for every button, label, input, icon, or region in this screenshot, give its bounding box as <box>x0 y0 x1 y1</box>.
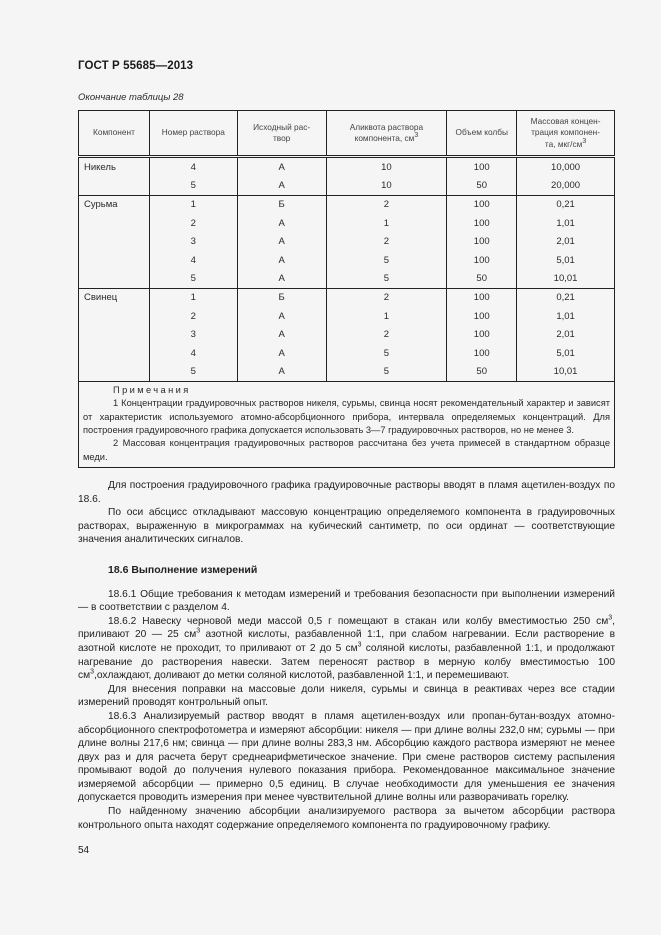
superscript: 3 <box>90 668 95 676</box>
cell-mass-concentration: 10,01 <box>517 269 615 288</box>
paragraph-control-experiment: Для внесения поправки на массовые доли никеля, сурьмы и свинца в реактивах через все стадии измерений проводят контрольный опыт. <box>78 683 615 709</box>
cell-source-solution: Б <box>237 195 326 214</box>
superscript: 3 <box>582 137 587 145</box>
col-label: Исходный рас- твор <box>253 121 311 143</box>
cell-aliquot: 10 <box>326 157 447 177</box>
cell-aliquot: 1 <box>326 214 447 232</box>
text-segment: ,охлаждают, доливают до метки соляной кислотой, разбавленной 1:1, и перемешивают. <box>94 670 510 682</box>
cell-mass-concentration: 5,01 <box>517 344 615 362</box>
cell-aliquot: 2 <box>326 233 447 251</box>
cell-aliquot: 2 <box>326 288 447 307</box>
table-row <box>79 251 615 269</box>
calibration-solutions-table <box>78 110 615 468</box>
cell-aliquot: 5 <box>326 251 447 269</box>
table-header-row <box>79 111 615 157</box>
cell-flask-volume: 100 <box>447 344 517 362</box>
cell-mass-concentration: 2,01 <box>517 233 615 251</box>
cell-flask-volume: 100 <box>447 233 517 251</box>
cell-flask-volume: 100 <box>447 195 517 214</box>
cell-source-solution: Б <box>237 288 326 307</box>
table-row <box>79 233 615 251</box>
cell-mass-concentration: 2,01 <box>517 326 615 344</box>
cell-aliquot: 2 <box>326 195 447 214</box>
notes-title: Примечания <box>113 384 191 395</box>
cell-mass-concentration: 1,01 <box>517 307 615 325</box>
text-segment: азотной кислоты, разбавленной 1:1, при слабом нагревании. Если растворение в азотной кислоте не проходит, то приливают от 2 до 5 см <box>78 629 615 654</box>
cell-flask-volume: 100 <box>447 307 517 325</box>
table-row <box>79 269 615 288</box>
text-segment: 18.6.2 Навеску черновой меди массой 0,5 г помещают в стакан или колбу вместимостью 250 см <box>108 615 609 627</box>
page-number: 54 <box>78 845 90 856</box>
col-label: Компонент <box>93 127 135 138</box>
cell-source-solution: А <box>237 176 326 195</box>
notes-row <box>79 381 615 467</box>
cell-aliquot: 1 <box>326 307 447 325</box>
cell-mass-concentration: 0,21 <box>517 288 615 307</box>
col-header-solution-number <box>149 111 237 157</box>
cell-component <box>79 233 150 251</box>
table-row <box>79 195 615 214</box>
cell-component <box>79 214 150 232</box>
cell-source-solution: А <box>237 344 326 362</box>
paragraph-18-6-1: 18.6.1 Общие требования к методам измерений и требования безопасности при выполнении измерений — в соответствии с разделом 4. <box>78 588 615 614</box>
table-row <box>79 176 615 195</box>
col-label: Номер раствора <box>161 127 225 138</box>
cell-mass-concentration: 1,01 <box>517 214 615 232</box>
cell-source-solution: А <box>237 269 326 288</box>
cell-source-solution: А <box>237 157 326 177</box>
cell-solution-number: 4 <box>149 344 237 362</box>
cell-component <box>79 251 150 269</box>
cell-component <box>79 326 150 344</box>
superscript: 3 <box>414 132 419 140</box>
col-label: Объем колбы <box>455 127 508 138</box>
text-segment: соляной кислоты, разбавленной 1:1, и продолжают нагревание до растворения навески. Затем переносят раствор в мерную колбу вместимостью 100 см <box>78 642 616 682</box>
cell-flask-volume: 100 <box>447 288 517 307</box>
cell-mass-concentration: 10,01 <box>517 362 615 381</box>
cell-flask-volume: 50 <box>447 176 517 195</box>
cell-aliquot: 5 <box>326 362 447 381</box>
cell-flask-volume: 100 <box>447 214 517 232</box>
cell-solution-number: 2 <box>149 307 237 325</box>
cell-solution-number: 3 <box>149 233 237 251</box>
cell-solution-number: 3 <box>149 326 237 344</box>
cell-source-solution: А <box>237 214 326 232</box>
section-heading-18-6: 18.6 Выполнение измерений <box>108 563 258 576</box>
cell-source-solution: А <box>237 233 326 251</box>
cell-solution-number: 5 <box>149 176 237 195</box>
table-row <box>79 214 615 232</box>
col-label: Массовая концен- трация компонен- та, мкг/см <box>530 116 601 149</box>
cell-component <box>79 176 150 195</box>
table-row <box>79 362 615 381</box>
paragraph-axes: По оси абсцисс откладывают массовую концентрацию определяемого компонента в градуировочных растворах, выраженную в микрограммах на кубический сантиметр, по оси ординат — соответствующие значения аналитических сигналов. <box>78 507 615 546</box>
cell-solution-number: 4 <box>149 157 237 177</box>
cell-component <box>79 344 150 362</box>
cell-solution-number: 4 <box>149 251 237 269</box>
cell-source-solution: А <box>237 251 326 269</box>
table-notes <box>79 381 615 467</box>
paragraph-18-6-2 <box>78 615 615 683</box>
cell-flask-volume: 50 <box>447 362 517 381</box>
note-2: 2 Массовая концентрация градуировочных растворов рассчитана без учета примесей в стандартном образце меди. <box>83 438 610 462</box>
cell-component <box>79 307 150 325</box>
col-label: Аликвота раствора компонента, см <box>349 121 424 143</box>
cell-aliquot: 2 <box>326 326 447 344</box>
col-header-aliquot <box>326 111 447 157</box>
col-header-component <box>79 111 150 157</box>
cell-mass-concentration: 20,000 <box>517 176 615 195</box>
cell-mass-concentration: 0,21 <box>517 195 615 214</box>
cell-source-solution: А <box>237 362 326 381</box>
body-text <box>78 479 615 832</box>
cell-component: Сурьма <box>79 195 150 214</box>
cell-flask-volume: 50 <box>447 269 517 288</box>
cell-solution-number: 5 <box>149 362 237 381</box>
cell-component <box>79 362 150 381</box>
cell-solution-number: 2 <box>149 214 237 232</box>
cell-solution-number: 1 <box>149 288 237 307</box>
table-row <box>79 157 615 177</box>
table-row <box>79 288 615 307</box>
cell-flask-volume: 100 <box>447 157 517 177</box>
superscript: 3 <box>196 627 201 635</box>
cell-aliquot: 10 <box>326 176 447 195</box>
cell-mass-concentration: 5,01 <box>517 251 615 269</box>
cell-source-solution: А <box>237 326 326 344</box>
paragraph-final: По найденному значению абсорбции анализируемого раствора за вычетом абсорбции раствора контрольного опыта находят содержание определяемого компонента по градуировочному графику. <box>78 806 615 831</box>
paragraph-18-6-3: 18.6.3 Анализируемый раствор вводят в пламя ацетилен-воздух или пропан-бутан-воздух атомно-абсорбционного спектрофотометра и измеряют абсорбции: никеля — при длине волны 232,0 нм; сурьмы — при длине волны 217,6 нм; свинца — при длине волны 283,3 нм. Абсорбцию каждого раствора измеряют не менее двух раз и для расчета берут среднеарифметическое значение. При смене растворов систему распыления промывают водой до получения нулевого показания прибора. Рекомендованное максимальное значение измеряемой абсорбции — примерно 0,5 единиц. В случае необходимости для уменьшения ее значения допускается проводить измерения при менее чувствительной длине волны или разворачивать горелку. <box>78 710 615 804</box>
table-caption: Окончание таблицы 28 <box>78 92 184 103</box>
col-header-source-solution <box>237 111 326 157</box>
superscript: 3 <box>357 641 362 649</box>
col-header-mass-concentration <box>517 111 615 157</box>
table-row <box>79 326 615 344</box>
text-segment: , приливают 20 — 25 см <box>78 615 615 641</box>
col-header-flask-volume <box>447 111 517 157</box>
cell-flask-volume: 100 <box>447 326 517 344</box>
cell-component <box>79 269 150 288</box>
cell-mass-concentration: 10,000 <box>517 157 615 177</box>
document-standard-header: ГОСТ Р 55685—2013 <box>78 60 194 72</box>
cell-aliquot: 5 <box>326 344 447 362</box>
superscript: 3 <box>608 614 613 622</box>
cell-source-solution: А <box>237 307 326 325</box>
cell-solution-number: 5 <box>149 269 237 288</box>
table-row <box>79 344 615 362</box>
table-row <box>79 307 615 325</box>
cell-flask-volume: 100 <box>447 251 517 269</box>
cell-aliquot: 5 <box>326 269 447 288</box>
note-1: 1 Концентрации градуировочных растворов никеля, сурьмы, свинца носят рекомендательный характер и зависят от характеристик используемого атомно-абсорбционного прибора, интервала определяемых концентраций. Для построения градуировочного графика допускается использовать 3—7 градуировочных растворов, но не менее 3. <box>83 398 610 435</box>
cell-solution-number: 1 <box>149 195 237 214</box>
paragraph-calibration-intro: Для построения градуировочного графика градуировочные растворы вводят в пламя ацетилен-воздух по 18.6. <box>78 480 615 505</box>
cell-component: Свинец <box>79 288 150 307</box>
cell-component: Никель <box>79 157 150 177</box>
